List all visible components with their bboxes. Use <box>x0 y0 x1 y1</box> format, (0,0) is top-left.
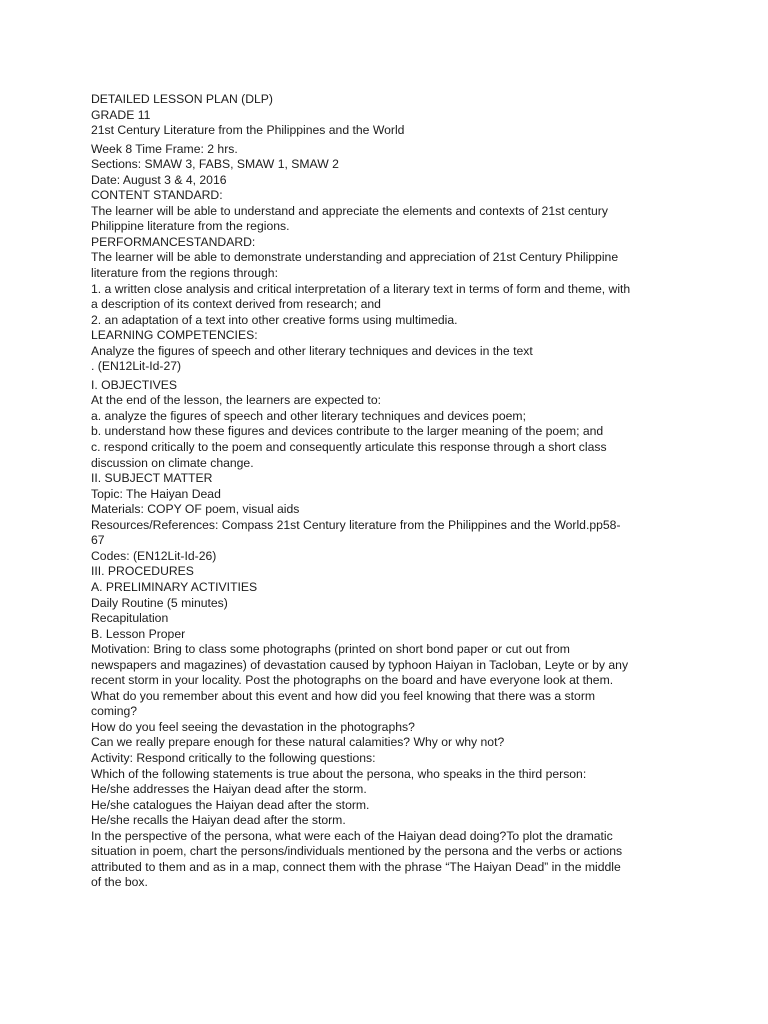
text-line: attributed to them and as in a map, connect them with the phrase “The Haiyan Dead” in the middle <box>91 859 621 874</box>
text-line: At the end of the lesson, the learners are expected to: <box>91 393 381 408</box>
sections-line: Sections: SMAW 3, FABS, SMAW 1, SMAW 2 <box>91 157 339 172</box>
text-line: Codes: (EN12Lit-Id-26) <box>91 548 217 563</box>
text-line: situation in poem, chart the persons/individuals mentioned by the persona and the verbs or actions <box>91 844 623 859</box>
text-line: A. PRELIMINARY ACTIVITIES <box>91 579 258 594</box>
text-line: 2. an adaptation of a text into other creative forms using multimedia. <box>91 312 458 327</box>
text-line: Activity: Respond critically to the following questions: <box>91 750 376 765</box>
text-line: Analyze the figures of speech and other literary techniques and devices in the text <box>91 343 533 358</box>
grade-line: GRADE 11 <box>91 107 151 122</box>
objectives-heading: I. OBJECTIVES <box>91 377 178 392</box>
procedures-heading: III. PROCEDURES <box>91 564 194 579</box>
text-line: Topic: The Haiyan Dead <box>91 486 221 501</box>
text-line: recent storm in your locality. Post the photographs on the board and have everyone look at them. <box>91 673 614 688</box>
text-line: B. Lesson Proper <box>91 626 186 641</box>
text-line: He/she recalls the Haiyan dead after the storm. <box>91 813 346 828</box>
text-line: a description of its context derived from research; and <box>91 297 381 312</box>
text-line: Which of the following statements is true about the persona, who speaks in the third person: <box>91 766 587 781</box>
text-line: discussion on climate change. <box>91 455 254 470</box>
text-line: Materials: COPY OF poem, visual aids <box>91 502 300 517</box>
text-line: b. understand how these figures and devices contribute to the larger meaning of the poem; and <box>91 424 604 439</box>
text-line: The learner will be able to understand and appreciate the elements and contexts of 21st century <box>91 203 608 218</box>
text-line: What do you remember about this event and how did you feel knowing that there was a storm <box>91 688 596 703</box>
learning-competencies-heading: LEARNING COMPETENCIES: <box>91 328 258 343</box>
text-line: Philippine literature from the regions. <box>91 219 290 234</box>
text-line: Can we really prepare enough for these natural calamities? Why or why not? <box>91 735 505 750</box>
date-line: Date: August 3 & 4, 2016 <box>91 172 227 187</box>
text-line: coming? <box>91 704 138 719</box>
content-standard-heading: CONTENT STANDARD: <box>91 188 223 203</box>
text-line: Resources/References: Compass 21st Century literature from the Philippines and the World.pp58- <box>91 517 621 532</box>
text-line: of the box. <box>91 875 148 890</box>
text-line: newspapers and magazines) of devastation caused by typhoon Haiyan in Tacloban, Leyte or by any <box>91 657 629 672</box>
subject-matter-heading: II. SUBJECT MATTER <box>91 471 213 486</box>
doc-title: DETAILED LESSON PLAN (DLP) <box>91 92 273 106</box>
text-line: In the perspective of the persona, what were each of the Haiyan dead doing?To plot the dramatic <box>91 828 613 843</box>
text-line: literature from the regions through: <box>91 266 278 281</box>
text-line: The learner will be able to demonstrate understanding and appreciation of 21st Century Philippine <box>91 250 619 265</box>
text-line: Recapitulation <box>91 611 169 626</box>
text-line: He/she catalogues the Haiyan dead after the storm. <box>91 797 370 812</box>
text-line: He/she addresses the Haiyan dead after the storm. <box>91 782 367 797</box>
text-line: . (EN12Lit-Id-27) <box>91 359 182 374</box>
text-line: c. respond critically to the poem and consequently articulate this response through a short class <box>91 440 607 455</box>
text-line: How do you feel seeing the devastation in the photographs? <box>91 719 415 734</box>
text-line: a. analyze the figures of speech and other literary techniques and devices poem; <box>91 408 526 423</box>
performance-standard-heading: PERFORMANCESTANDARD: <box>91 234 256 249</box>
subject-line: 21st Century Literature from the Philippines and the World <box>91 123 405 138</box>
text-line: 1. a written close analysis and critical interpretation of a literary text in terms of form and theme, with <box>91 281 631 296</box>
lesson-plan-document <box>91 92 691 891</box>
week-line: Week 8 Time Frame: 2 hrs. <box>91 141 238 156</box>
text-line: Daily Routine (5 minutes) <box>91 595 228 610</box>
text-line: Motivation: Bring to class some photographs (printed on short bond paper or cut out from <box>91 642 570 657</box>
text-line: 67 <box>91 533 105 548</box>
